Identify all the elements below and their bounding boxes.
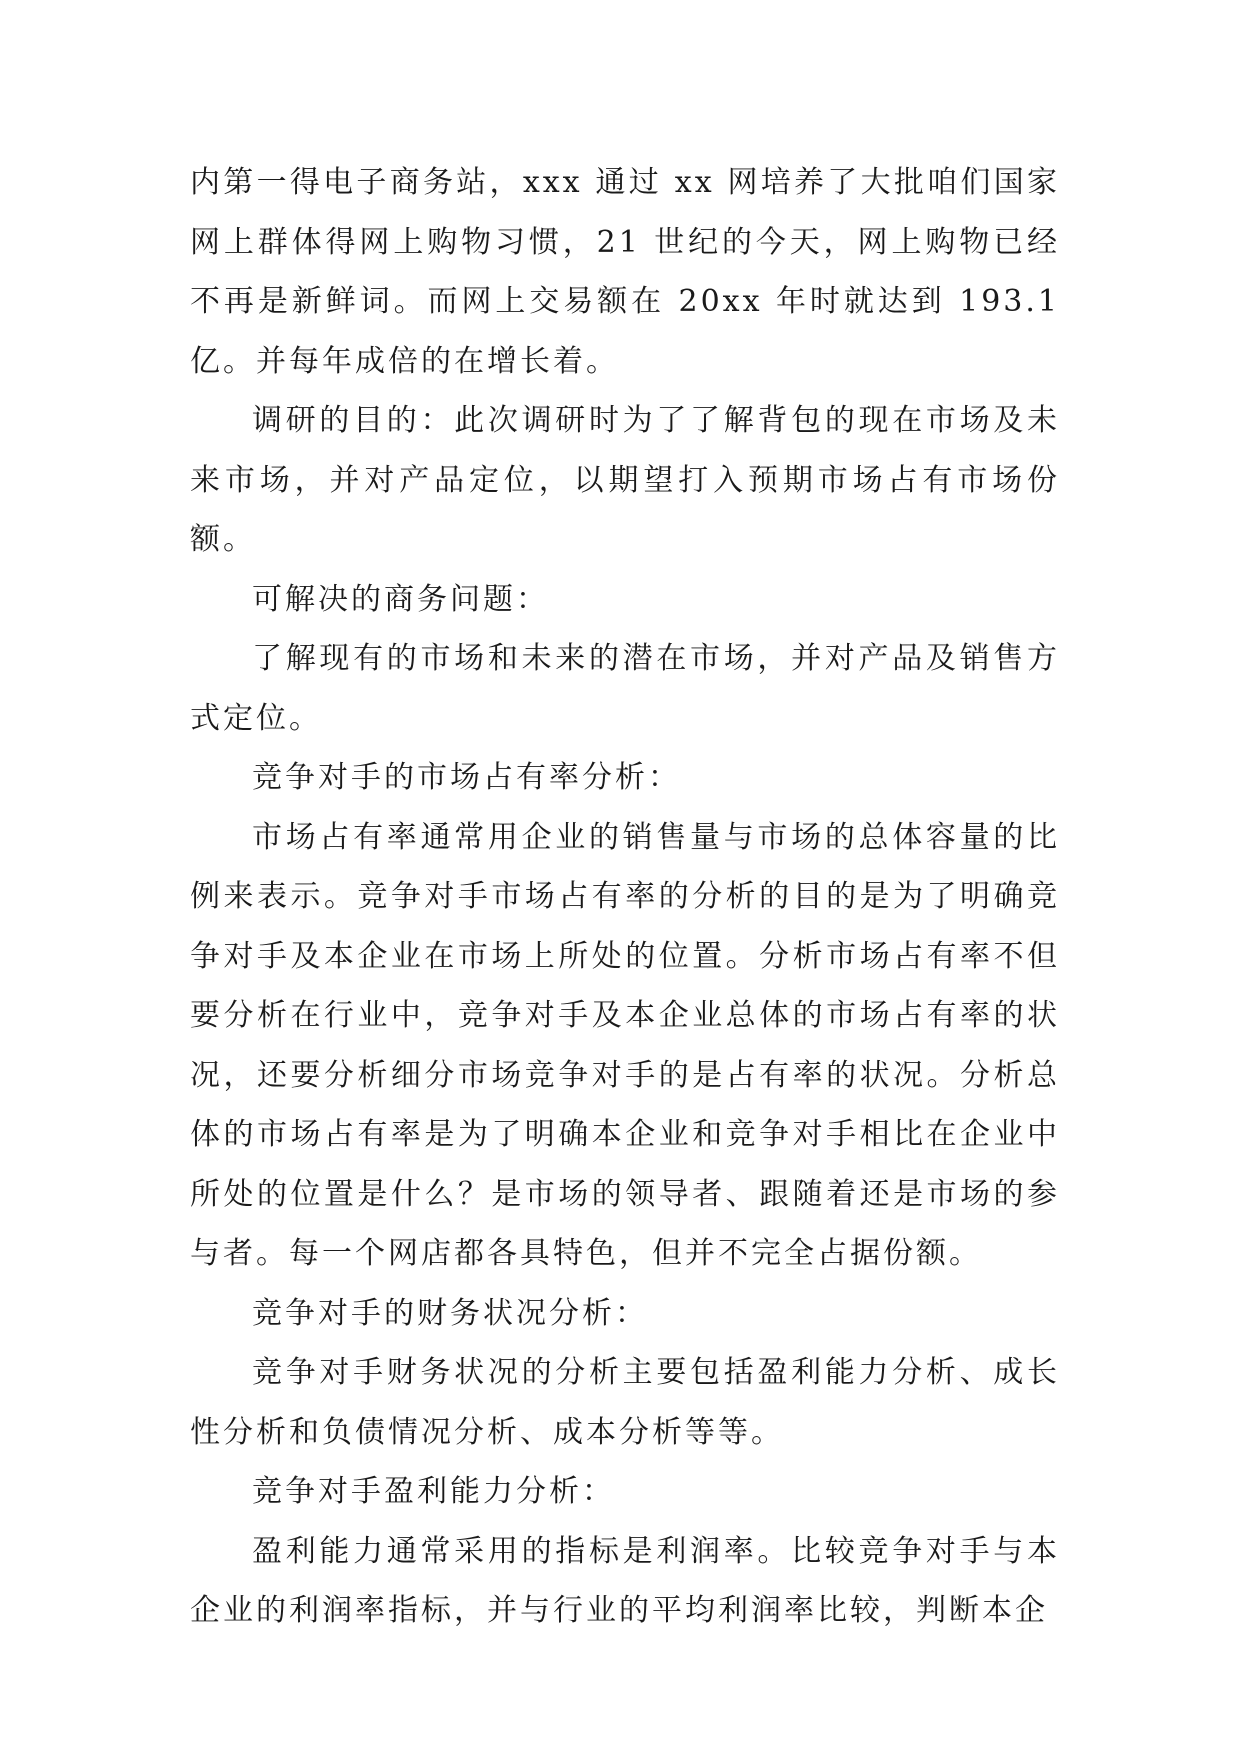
paragraph-research-purpose: 调研的目的：此次调研时为了了解背包的现在市场及未来市场，并对产品定位，以期望打入预期市场占有市场份额。 <box>190 403 1060 557</box>
paragraph-profitability: 盈利能力通常采用的指标是利润率。比较竞争对手与本企业的利润率指标，并与行业的平均利润率比较，判断本企 <box>190 1533 1060 1628</box>
paragraph-intro: 内第一得电子商务站，xxx 通过 xx 网培养了大批咱们国家网上群体得网上购物习惯，21 世纪的今天，网上购物已经不再是新鲜词。而网上交易额在 20xx 年时就达到 193.1 亿。并每年成倍的在增长着。 <box>190 165 1060 379</box>
paragraph-financial-analysis: 竞争对手财务状况的分析主要包括盈利能力分析、成长性分析和负债情况分析、成本分析等等。 <box>190 1355 1060 1450</box>
paragraph-market-understanding: 了解现有的市场和未来的潜在市场，并对产品及销售方式定位。 <box>190 641 1060 736</box>
document-body <box>190 153 1060 1641</box>
paragraph-market-share: 市场占有率通常用企业的销售量与市场的总体容量的比例来表示。竞争对手市场占有率的分析的目的是为了明确竞争对手及本企业在市场上所处的位置。分析市场占有率不但要分析在行业中，竞争对手及本企业总体的市场占有率的状况，还要分析细分市场竞争对手的是占有率的状况。分析总体的市场占有率是为了明确本企业和竞争对手相比在企业中所处的位置是什么？是市场的领导者、跟随着还是市场的参与者。每一个网店都各具特色，但并不完全占据份额。 <box>190 819 1060 1271</box>
heading-business-problems: 可解决的商务问题： <box>252 581 549 617</box>
heading-financial-analysis: 竞争对手的财务状况分析： <box>252 1295 648 1331</box>
heading-market-share-analysis: 竞争对手的市场占有率分析： <box>252 760 681 795</box>
heading-profitability-analysis: 竞争对手盈利能力分析： <box>252 1474 615 1509</box>
